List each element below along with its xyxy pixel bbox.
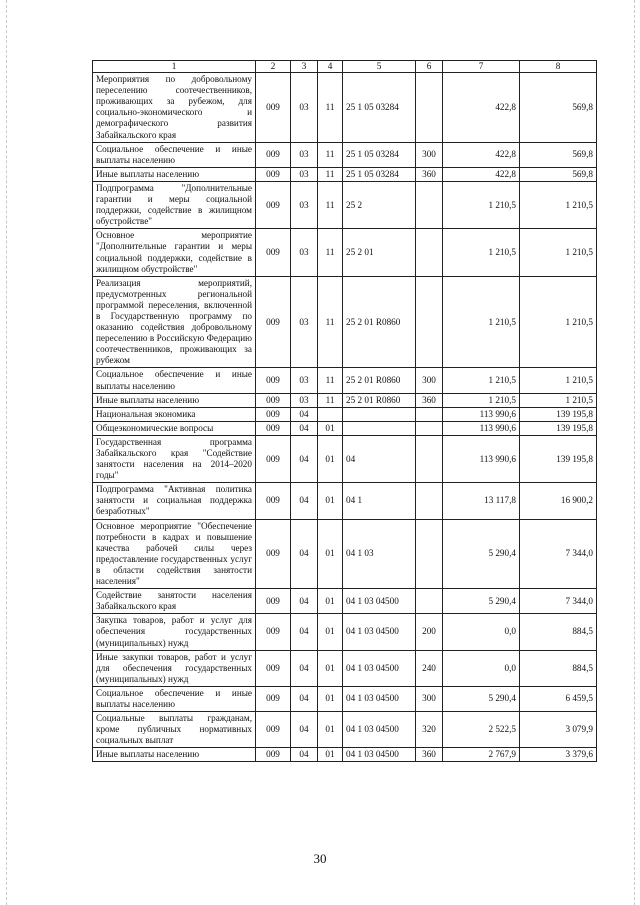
section-code: 04: [291, 589, 318, 614]
amount-col-7: 5 290,4: [443, 589, 520, 614]
amount-col-7: 1 210,5: [443, 393, 520, 407]
budget-table: [92, 60, 597, 762]
row-name: Социальное обеспечение и иные выплаты населению: [93, 686, 256, 711]
amount-col-8: 569,8: [520, 142, 597, 167]
row-name: Содействие занятости населения Забайкальского края: [93, 589, 256, 614]
expense-type-code: 360: [416, 748, 443, 762]
target-article-code: 04 1 03 04500: [343, 614, 416, 650]
subsection-code: 01: [318, 421, 343, 435]
amount-col-7: 113 990,6: [443, 435, 520, 482]
ministry-code: 009: [256, 614, 291, 650]
column-header: 7: [443, 61, 520, 73]
ministry-code: 009: [256, 650, 291, 686]
row-name: Подпрограмма "Активная политика занятости и социальная поддержка безработных": [93, 483, 256, 519]
target-article-code: [343, 407, 416, 421]
ministry-code: 009: [256, 519, 291, 589]
amount-col-7: 13 117,8: [443, 483, 520, 519]
amount-col-8: 1 210,5: [520, 181, 597, 228]
target-article-code: 25 1 05 03284: [343, 142, 416, 167]
table-row: [93, 483, 597, 519]
amount-col-7: 5 290,4: [443, 519, 520, 589]
table-row: [93, 368, 597, 393]
target-article-code: 04 1 03: [343, 519, 416, 589]
section-code: 04: [291, 748, 318, 762]
section-code: 03: [291, 142, 318, 167]
amount-col-8: 884,5: [520, 614, 597, 650]
subsection-code: 11: [318, 167, 343, 181]
amount-col-8: 1 210,5: [520, 368, 597, 393]
expense-type-code: 300: [416, 686, 443, 711]
column-header: 6: [416, 61, 443, 73]
amount-col-8: 569,8: [520, 73, 597, 143]
expense-type-code: [416, 421, 443, 435]
section-code: 03: [291, 368, 318, 393]
subsection-code: 01: [318, 589, 343, 614]
ministry-code: 009: [256, 712, 291, 748]
section-code: 04: [291, 686, 318, 711]
row-name: Закупка товаров, работ и услуг для обеспечения государственных (муниципальных) нужд: [93, 614, 256, 650]
subsection-code: 11: [318, 368, 343, 393]
table-row: [93, 712, 597, 748]
expense-type-code: [416, 73, 443, 143]
subsection-code: 11: [318, 73, 343, 143]
row-name: Национальная экономика: [93, 407, 256, 421]
amount-col-8: 884,5: [520, 650, 597, 686]
section-code: 03: [291, 73, 318, 143]
target-article-code: 04 1: [343, 483, 416, 519]
row-name: Социальные выплаты гражданам, кроме публичных нормативных социальных выплат: [93, 712, 256, 748]
ministry-code: 009: [256, 748, 291, 762]
amount-col-8: 139 195,8: [520, 421, 597, 435]
subsection-code: 01: [318, 519, 343, 589]
amount-col-8: 1 210,5: [520, 276, 597, 368]
row-name: Социальное обеспечение и иные выплаты населению: [93, 368, 256, 393]
subsection-code: 11: [318, 393, 343, 407]
table-row: [93, 519, 597, 589]
section-code: 03: [291, 276, 318, 368]
expense-type-code: [416, 407, 443, 421]
ministry-code: 009: [256, 421, 291, 435]
subsection-code: 01: [318, 614, 343, 650]
section-code: 04: [291, 614, 318, 650]
expense-type-code: 360: [416, 167, 443, 181]
amount-col-8: 569,8: [520, 167, 597, 181]
expense-type-code: [416, 589, 443, 614]
column-header: 3: [291, 61, 318, 73]
subsection-code: [318, 407, 343, 421]
expense-type-code: 200: [416, 614, 443, 650]
row-name: Иные выплаты населению: [93, 167, 256, 181]
column-header: 8: [520, 61, 597, 73]
table-row: [93, 589, 597, 614]
section-code: 04: [291, 519, 318, 589]
amount-col-8: 1 210,5: [520, 393, 597, 407]
expense-type-code: [416, 483, 443, 519]
amount-col-8: 3 079,9: [520, 712, 597, 748]
target-article-code: 04 1 03 04500: [343, 650, 416, 686]
expense-type-code: [416, 435, 443, 482]
ministry-code: 009: [256, 73, 291, 143]
expense-type-code: 300: [416, 368, 443, 393]
table-row: [93, 393, 597, 407]
table-row: [93, 407, 597, 421]
target-article-code: 04 1 03 04500: [343, 589, 416, 614]
row-name: Социальное обеспечение и иные выплаты населению: [93, 142, 256, 167]
subsection-code: 11: [318, 229, 343, 276]
amount-col-7: 1 210,5: [443, 276, 520, 368]
target-article-code: 25 2: [343, 181, 416, 228]
column-header: 1: [93, 61, 256, 73]
section-code: 04: [291, 435, 318, 482]
amount-col-7: 422,8: [443, 73, 520, 143]
section-code: 03: [291, 393, 318, 407]
expense-type-code: 240: [416, 650, 443, 686]
amount-col-7: 113 990,6: [443, 421, 520, 435]
table-row: [93, 167, 597, 181]
target-article-code: 04 1 03 04500: [343, 712, 416, 748]
section-code: 04: [291, 421, 318, 435]
amount-col-7: 422,8: [443, 167, 520, 181]
section-code: 04: [291, 712, 318, 748]
row-name: Основное мероприятие "Дополнительные гарантии и меры социальной поддержки, содействие в жилищном обустройстве": [93, 229, 256, 276]
target-article-code: 04 1 03 04500: [343, 748, 416, 762]
table-row: [93, 73, 597, 143]
amount-col-8: 7 344,0: [520, 519, 597, 589]
expense-type-code: [416, 519, 443, 589]
table-row: [93, 614, 597, 650]
expense-type-code: [416, 181, 443, 228]
table-row: [93, 650, 597, 686]
section-code: 04: [291, 650, 318, 686]
table-row: [93, 142, 597, 167]
row-name: Реализация мероприятий, предусмотренных региональной программой переселения, включенной в Государственную программу по оказанию содействия добровольному переселению в Российскую Федерацию соотечественников, проживающих за рубежом: [93, 276, 256, 368]
target-article-code: 25 1 05 03284: [343, 73, 416, 143]
table-header-row: [93, 61, 597, 73]
expense-type-code: 300: [416, 142, 443, 167]
target-article-code: 25 1 05 03284: [343, 167, 416, 181]
column-header: 2: [256, 61, 291, 73]
target-article-code: [343, 421, 416, 435]
amount-col-7: 5 290,4: [443, 686, 520, 711]
table-row: [93, 435, 597, 482]
column-header: 4: [318, 61, 343, 73]
expense-type-code: 360: [416, 393, 443, 407]
subsection-code: 01: [318, 686, 343, 711]
amount-col-7: 0,0: [443, 650, 520, 686]
target-article-code: 25 2 01: [343, 229, 416, 276]
ministry-code: 009: [256, 276, 291, 368]
ministry-code: 009: [256, 181, 291, 228]
amount-col-8: 139 195,8: [520, 407, 597, 421]
target-article-code: 25 2 01 R0860: [343, 368, 416, 393]
amount-col-7: 2 522,5: [443, 712, 520, 748]
expense-type-code: [416, 276, 443, 368]
target-article-code: 04 1 03 04500: [343, 686, 416, 711]
table-row: [93, 686, 597, 711]
amount-col-8: 7 344,0: [520, 589, 597, 614]
target-article-code: 25 2 01 R0860: [343, 276, 416, 368]
section-code: 03: [291, 229, 318, 276]
section-code: 03: [291, 181, 318, 228]
section-code: 04: [291, 483, 318, 519]
subsection-code: 01: [318, 483, 343, 519]
ministry-code: 009: [256, 167, 291, 181]
column-header: 5: [343, 61, 416, 73]
amount-col-7: 113 990,6: [443, 407, 520, 421]
subsection-code: 11: [318, 181, 343, 228]
amount-col-8: 16 900,2: [520, 483, 597, 519]
subsection-code: 11: [318, 142, 343, 167]
expense-type-code: [416, 229, 443, 276]
row-name: Общеэкономические вопросы: [93, 421, 256, 435]
row-name: Подпрограмма "Дополнительные гарантии и меры социальной поддержки, содействие в жилищном обустройстве": [93, 181, 256, 228]
amount-col-7: 1 210,5: [443, 229, 520, 276]
ministry-code: 009: [256, 435, 291, 482]
row-name: Мероприятия по добровольному переселению соотечественников, проживающих за рубежом, для социально-экономического и демографического развития Забайкальского края: [93, 73, 256, 143]
row-name: Иные выплаты населению: [93, 748, 256, 762]
amount-col-8: 3 379,6: [520, 748, 597, 762]
amount-col-7: 2 767,9: [443, 748, 520, 762]
ministry-code: 009: [256, 589, 291, 614]
ministry-code: 009: [256, 686, 291, 711]
ministry-code: 009: [256, 407, 291, 421]
ministry-code: 009: [256, 368, 291, 393]
table-row: [93, 276, 597, 368]
ministry-code: 009: [256, 142, 291, 167]
ministry-code: 009: [256, 229, 291, 276]
amount-col-8: 6 459,5: [520, 686, 597, 711]
amount-col-7: 1 210,5: [443, 368, 520, 393]
section-code: 03: [291, 167, 318, 181]
row-name: Основное мероприятие "Обеспечение потребности в кадрах и повышение качества рабочей силы через предоставление государственных услуг в области содействия занятости населения": [93, 519, 256, 589]
section-code: 04: [291, 407, 318, 421]
subsection-code: 01: [318, 748, 343, 762]
table-row: [93, 421, 597, 435]
ministry-code: 009: [256, 483, 291, 519]
page-number: 30: [313, 851, 327, 866]
table-row: [93, 181, 597, 228]
row-name: Иные выплаты населению: [93, 393, 256, 407]
amount-col-8: 1 210,5: [520, 229, 597, 276]
amount-col-7: 0,0: [443, 614, 520, 650]
subsection-code: 01: [318, 650, 343, 686]
row-name: Иные закупки товаров, работ и услуг для обеспечения государственных (муниципальных) нужд: [93, 650, 256, 686]
ministry-code: 009: [256, 393, 291, 407]
left-page-edge: [6, 0, 8, 905]
expense-type-code: 320: [416, 712, 443, 748]
amount-col-8: 139 195,8: [520, 435, 597, 482]
target-article-code: 04: [343, 435, 416, 482]
table-row: [93, 229, 597, 276]
target-article-code: 25 2 01 R0860: [343, 393, 416, 407]
subsection-code: 01: [318, 712, 343, 748]
table-row: [93, 748, 597, 762]
right-page-edge: [634, 0, 636, 905]
amount-col-7: 422,8: [443, 142, 520, 167]
amount-col-7: 1 210,5: [443, 181, 520, 228]
subsection-code: 01: [318, 435, 343, 482]
row-name: Государственная программа Забайкальского края "Содействие занятости населения на 2014–2020 годы": [93, 435, 256, 482]
subsection-code: 11: [318, 276, 343, 368]
